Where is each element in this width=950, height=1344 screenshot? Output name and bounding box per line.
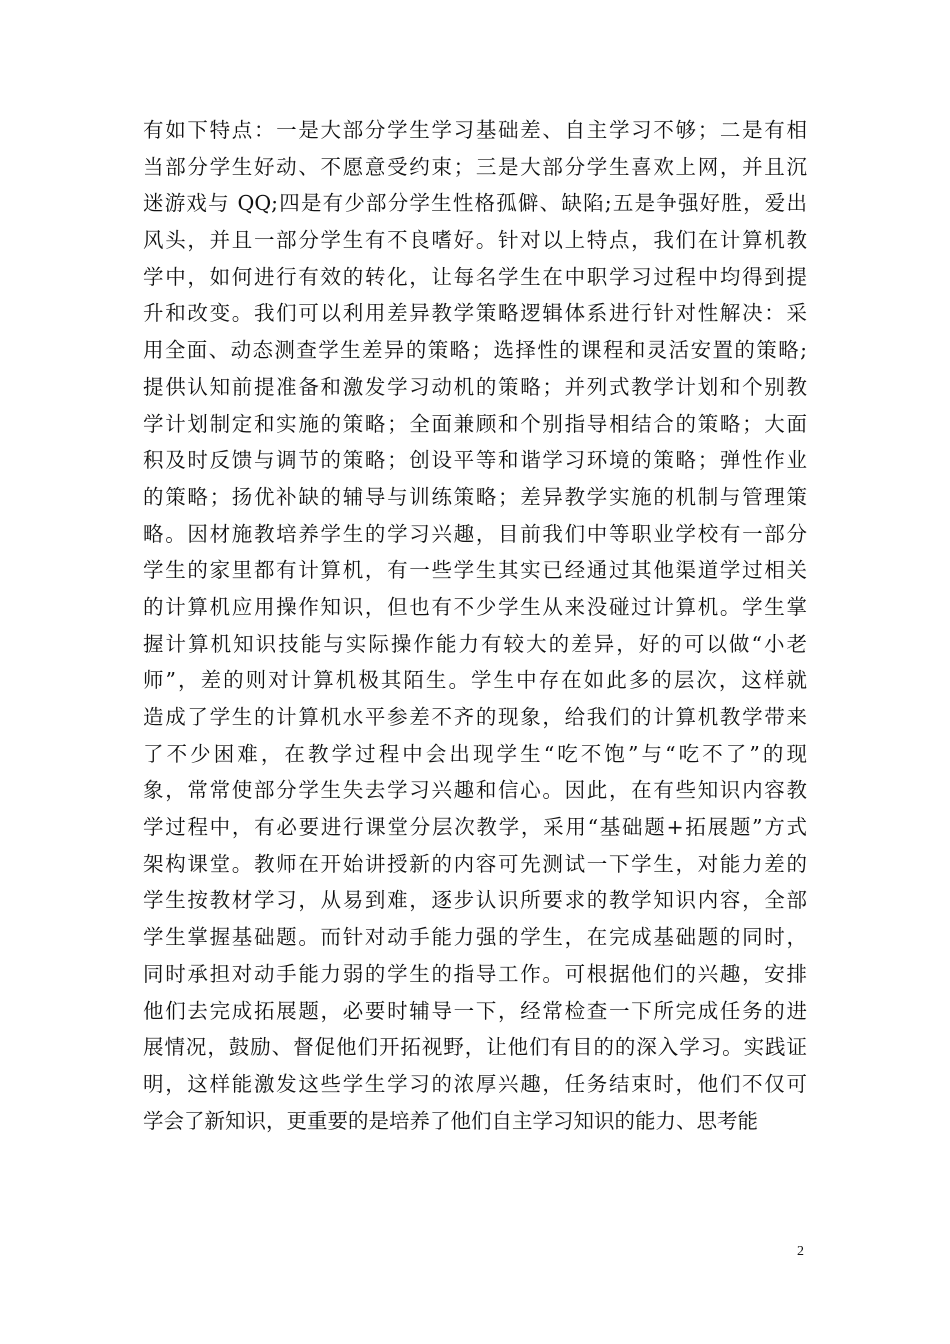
body-text	[143, 112, 807, 1139]
page-number: 2	[797, 1244, 804, 1259]
text-line: 同时承担对动手能力弱的学生的指导工作。可根据他们的兴趣，安排	[143, 961, 807, 986]
text-line: 学中，如何进行有效的转化，让每名学生在中职学习过程中均得到提	[143, 264, 807, 289]
text-line: 握计算机知识技能与实际操作能力有较大的差异，好的可以做“小老	[143, 631, 807, 656]
text-line: 架构课堂。教师在开始讲授新的内容可先测试一下学生，对能力差的	[143, 851, 807, 876]
text-line: 他们去完成拓展题，必要时辅导一下，经常检查一下所完成任务的进	[143, 998, 807, 1023]
text-line: 了不少困难，在教学过程中会出现学生“吃不饱”与“吃不了”的现	[143, 741, 807, 766]
text-line: 迷游戏与 QQ;四是有少部分学生性格孤僻、缺陷;五是争强好胜，爱出	[143, 191, 807, 216]
text-line: 提供认知前提准备和激发学习动机的策略；并列式教学计划和个别教	[143, 374, 807, 399]
text-line: 用全面、动态测查学生差异的策略；选择性的课程和灵活安置的策略;	[143, 338, 807, 363]
text-line: 学会了新知识，更重要的是培养了他们自主学习知识的能力、思考能	[143, 1108, 758, 1133]
text-line: 风头，并且一部分学生有不良嗜好。针对以上特点，我们在计算机教	[143, 228, 807, 253]
text-line: 的计算机应用操作知识，但也有不少学生从来没碰过计算机。学生掌	[143, 594, 807, 619]
text-line: 明，这样能激发这些学生学习的浓厚兴趣，任务结束时，他们不仅可	[143, 1071, 807, 1096]
text-line: 当部分学生好动、不愿意受约束；三是大部分学生喜欢上网，并且沉	[143, 154, 807, 179]
text-line: 造成了学生的计算机水平参差不齐的现象，给我们的计算机教学带来	[143, 705, 807, 729]
text-line: 学生掌握基础题。而针对动手能力强的学生，在完成基础题的同时，	[143, 925, 807, 950]
text-line: 的策略；扬优补缺的辅导与训练策略；差异教学实施的机制与管理策	[143, 484, 807, 509]
text-line: 象，常常使部分学生失去学习兴趣和信心。因此，在有些知识内容教	[143, 778, 807, 803]
text-line: 师”，差的则对计算机极其陌生。学生中存在如此多的层次，这样就	[143, 668, 807, 693]
text-line: 学生按教材学习，从易到难，逐步认识所要求的教学知识内容，全部	[143, 888, 807, 913]
text-line: 展情况，鼓励、督促他们开拓视野，让他们有目的的深入学习。实践证	[143, 1035, 807, 1060]
text-line: 学生的家里都有计算机，有一些学生其实已经通过其他渠道学过相关	[143, 558, 807, 583]
text-line: 积及时反馈与调节的策略；创设平等和谐学习环境的策略；弹性作业	[143, 448, 807, 473]
text-line: 升和改变。我们可以利用差异教学策略逻辑体系进行针对性解决：采	[143, 301, 807, 326]
text-line: 略。因材施教培养学生的学习兴趣，目前我们中等职业学校有一部分	[143, 521, 807, 546]
text-line: 学计划制定和实施的策略；全面兼顾和个别指导相结合的策略；大面	[143, 411, 807, 436]
text-line: 有如下特点：一是大部分学生学习基础差、自主学习不够；二是有相	[143, 118, 807, 142]
text-line: 学过程中，有必要进行课堂分层次教学，采用“基础题+拓展题”方式	[143, 815, 807, 840]
